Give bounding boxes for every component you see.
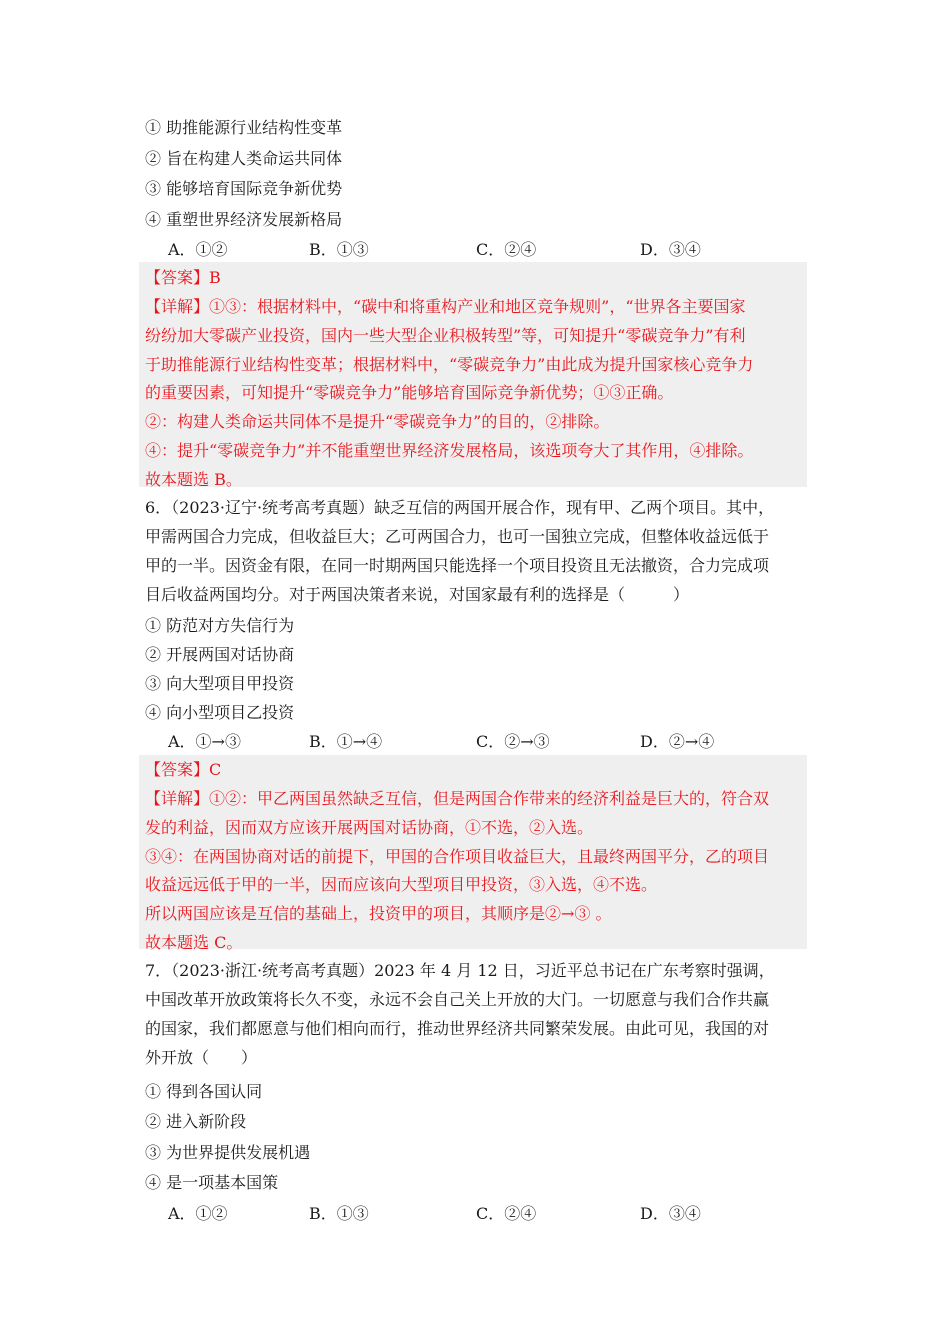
q6-explanation-line: ③④：在两国协商对话的前提下，甲国的合作项目收益巨大，且最终两国平分，乙的项目 (145, 847, 770, 866)
q7-stem-line: 的国家，我们都愿意与他们相向而行，推动世界经济共同繁荣发展。由此可见，我国的对 (145, 1019, 770, 1038)
q7-option-d: D．③④ (640, 1204, 701, 1223)
q7-option-a: A．①② (168, 1204, 228, 1223)
q7-stem-line: 中国改革开放政策将长久不变，永远不会自己关上开放的大门。一切愿意与我们合作共赢 (145, 990, 770, 1009)
q6-option-d: D．②→④ (640, 732, 715, 751)
q5-item-2: ② 旨在构建人类命运共同体 (145, 149, 343, 168)
q6-explanation-line: 【详解】①②：甲乙两国虽然缺乏互信，但是两国合作带来的经济利益是巨大的，符合双 (145, 789, 770, 808)
q7-option-b: B．①③ (309, 1204, 369, 1223)
q5-explanation-line: 纷纷加大零碳产业投资，国内一些大型企业积极转型”等，可知提升“零碳竞争力”有利 (145, 326, 746, 345)
q5-explanation-line: 于助推能源行业结构性变革；根据材料中，“零碳竞争力”由此成为提升国家核心竞争力 (145, 355, 754, 374)
q6-stem-line: 甲的一半。因资金有限，在同一时期两国只能选择一个项目投资且无法撤资，合力完成项 (145, 556, 770, 575)
q6-option-c: C．②→③ (476, 732, 550, 751)
q5-explanation-line: 故本题选 B。 (145, 470, 242, 489)
q7-option-c: C．②④ (476, 1204, 537, 1223)
q5-option-a: A．①② (168, 240, 228, 259)
q5-answer: 【答案】B (145, 268, 221, 287)
q6-explanation-line: 发的利益，因而双方应该开展两国对话协商，①不选，②入选。 (145, 818, 594, 837)
q7-stem-line: 外开放（ ） (145, 1048, 258, 1067)
q5-explanation-line: ②：构建人类命运共同体不是提升“零碳竞争力”的目的，②排除。 (145, 412, 610, 431)
q6-item-4: ④ 向小型项目乙投资 (145, 703, 295, 722)
q5-option-d: D．③④ (640, 240, 701, 259)
q5-item-4: ④ 重塑世界经济发展新格局 (145, 210, 343, 229)
q6-option-b: B．①→④ (309, 732, 383, 751)
q6-answer: 【答案】C (145, 760, 222, 779)
q5-option-b: B．①③ (309, 240, 369, 259)
q5-item-1: ① 助推能源行业结构性变革 (145, 118, 343, 137)
q5-explanation-line: 【详解】①③：根据材料中，“碳中和将重构产业和地区竞争规则”，“世界各主要国家 (145, 297, 746, 316)
q6-stem-line: 6．（2023·辽宁·统考高考真题）缺乏互信的两国开展合作，现有甲、乙两个项目。其中， (145, 498, 775, 517)
q6-option-a: A．①→③ (168, 732, 241, 751)
q7-item-3: ③ 为世界提供发展机遇 (145, 1143, 311, 1162)
q7-stem-line: 7．（2023·浙江·统考高考真题）2023 年 4 月 12 日，习近平总书记在广东考察时强调， (145, 961, 775, 980)
q5-explanation-line: ④：提升“零碳竞争力”并不能重塑世界经济发展格局，该选项夸大了其作用，④排除。 (145, 441, 754, 460)
q5-item-3: ③ 能够培育国际竞争新优势 (145, 179, 343, 198)
q5-explanation-line: 的重要因素，可知提升“零碳竞争力”能够培育国际竞争新优势；①③正确。 (145, 383, 674, 402)
q6-explanation-line: 故本题选 C。 (145, 933, 243, 952)
q5-option-c: C．②④ (476, 240, 537, 259)
q7-item-1: ① 得到各国认同 (145, 1082, 263, 1101)
q6-explanation-line: 所以两国应该是互信的基础上，投资甲的项目，其顺序是②→③ 。 (145, 904, 612, 923)
q6-item-1: ① 防范对方失信行为 (145, 616, 295, 635)
q7-item-4: ④ 是一项基本国策 (145, 1173, 279, 1192)
q6-item-2: ② 开展两国对话协商 (145, 645, 295, 664)
q6-stem-line: 目后收益两国均分。对于两国决策者来说，对国家最有利的选择是（ ） (145, 585, 690, 604)
q6-stem-line: 甲需两国合力完成，但收益巨大；乙可两国合力，也可一国独立完成，但整体收益远低于 (145, 527, 770, 546)
q6-explanation-line: 收益远远低于甲的一半，因而应该向大型项目甲投资，③入选，④不选。 (145, 875, 658, 894)
q6-item-3: ③ 向大型项目甲投资 (145, 674, 295, 693)
q7-item-2: ② 进入新阶段 (145, 1112, 247, 1131)
